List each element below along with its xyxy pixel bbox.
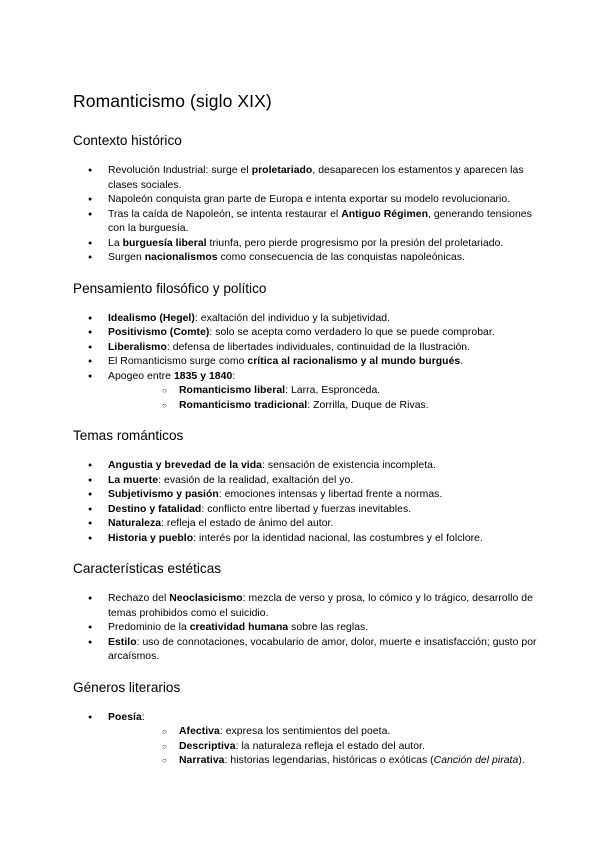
list-item xyxy=(73,341,543,356)
text-run: burguesía liberal xyxy=(122,237,207,249)
list-item xyxy=(73,621,543,636)
text-run: 1835 y 1840 xyxy=(173,370,233,382)
text-run: : emociones intensas y libertad frente a normas. xyxy=(218,489,443,500)
text-run: Canción del pirata xyxy=(433,755,519,766)
list-item xyxy=(73,636,543,665)
text-run: : conflicto entre libertad y fuerzas inevitables. xyxy=(201,503,412,515)
text-run: : refleja el estado de ánimo del autor. xyxy=(161,518,334,529)
text-run: , desaparecen los estamentos y aparecen las clases sociales. xyxy=(108,165,524,191)
text-run: sobre las reglas. xyxy=(288,622,369,633)
list-item xyxy=(73,326,543,341)
list-item xyxy=(73,474,543,489)
text-run: Surgen xyxy=(108,252,145,263)
section xyxy=(73,679,543,769)
text-run: La xyxy=(108,237,123,249)
list-item xyxy=(73,251,543,266)
section-heading: Pensamiento filosófico y político xyxy=(73,280,267,296)
section xyxy=(73,427,543,546)
text-run: : la naturaleza refleja el estado del autor. xyxy=(235,740,425,752)
bullet-list xyxy=(73,459,543,546)
text-run: crítica al racionalismo y al mundo burgués xyxy=(247,356,461,367)
text-run: Subjetivismo y pasión xyxy=(108,489,219,500)
text-run: Liberalismo xyxy=(108,341,167,353)
section xyxy=(73,132,543,266)
bullet-list xyxy=(73,711,543,769)
text-run: Poesía xyxy=(108,711,142,723)
list-item xyxy=(73,488,543,503)
sub-list-item xyxy=(143,384,543,399)
section xyxy=(73,280,543,414)
list-item xyxy=(73,503,543,518)
text-run: . xyxy=(460,356,464,367)
text-run: Revolución Industrial: surge el xyxy=(108,165,252,176)
text-run: : solo se acepta como verdadero lo que se puede comprobar. xyxy=(209,327,495,338)
sub-bullet-list xyxy=(108,384,543,413)
text-run: triunfa, pero pierde progresismo por la presión del proletariado. xyxy=(206,237,504,249)
text-run: Angustia y brevedad de la vida xyxy=(108,460,262,471)
sub-list-item xyxy=(143,725,543,740)
bullet-list xyxy=(73,312,543,414)
list-item xyxy=(73,164,543,193)
text-run: como consecuencia de las conquistas napoleónicas. xyxy=(217,252,466,263)
list-item xyxy=(73,370,543,414)
text-run: Naturaleza xyxy=(108,518,162,529)
text-run: Romanticismo tradicional xyxy=(179,399,308,411)
text-run: Destino y fatalidad xyxy=(108,503,202,515)
text-run: ). xyxy=(518,755,525,766)
sections-container xyxy=(73,132,543,769)
section-heading: Temas románticos xyxy=(73,428,184,443)
text-run: : sensación de existencia incompleta. xyxy=(261,460,436,471)
text-run: : expresa los sentimientos del poeta. xyxy=(219,726,391,737)
text-run: : Larra, Espronceda. xyxy=(285,385,381,396)
text-run: Idealismo (Hegel) xyxy=(108,312,195,324)
text-run: : evasión de la realidad, exaltación del yo. xyxy=(158,474,354,486)
text-run: Apogeo entre xyxy=(108,370,174,382)
list-item xyxy=(73,312,543,327)
list-item xyxy=(73,517,543,532)
text-run: : xyxy=(232,370,236,382)
text-run: Descriptiva xyxy=(179,740,236,752)
text-run: : Zorrilla, Duque de Rivas. xyxy=(307,399,429,411)
sub-list-item xyxy=(143,740,543,755)
text-run: Historia y pueblo xyxy=(108,532,194,544)
list-item xyxy=(73,237,543,252)
text-run: Napoleón conquista gran parte de Europa e intenta exportar su modelo revolucionario. xyxy=(108,194,511,205)
text-run: : mezcla de verso y prosa, lo cómico y lo trágico, desarrollo de temas prohibidos como el suicidio. xyxy=(108,593,533,619)
document-title: Romanticismo (siglo XIX) xyxy=(73,91,272,111)
list-item xyxy=(73,459,543,474)
text-run: Antiguo Régimen xyxy=(341,208,428,220)
text-run: proletariado xyxy=(251,165,313,176)
text-run: Estilo xyxy=(108,636,137,648)
text-run: La muerte xyxy=(108,474,159,486)
bullet-list xyxy=(73,592,543,665)
section-heading: Géneros literarios xyxy=(73,679,181,695)
text-run: Neoclasicismo xyxy=(169,593,243,604)
text-run: Positivismo (Comte) xyxy=(108,327,210,338)
sub-list-item xyxy=(143,399,543,414)
section xyxy=(73,560,543,665)
text-run: : interés por la identidad nacional, las costumbres y el folclore. xyxy=(193,532,483,544)
section-heading: Contexto histórico xyxy=(73,133,182,148)
text-run: Afectiva xyxy=(179,726,220,737)
bullet-list xyxy=(73,164,543,266)
text-run: : defensa de libertades individuales, continuidad de la Ilustración. xyxy=(166,341,471,353)
text-run: : historias legendarias, históricas o exóticas ( xyxy=(224,755,434,766)
list-item xyxy=(73,532,543,547)
text-run: , generando tensiones con la burguesía. xyxy=(108,208,532,234)
text-run: : xyxy=(141,711,145,723)
document-body xyxy=(73,90,543,783)
list-item xyxy=(73,193,543,208)
text-run: El Romanticismo surge como xyxy=(108,356,248,367)
text-run: nacionalismos xyxy=(144,252,218,263)
list-item xyxy=(73,592,543,621)
sub-bullet-list xyxy=(108,725,543,769)
text-run: creatividad humana xyxy=(189,622,289,633)
text-run: Narrativa xyxy=(179,755,225,766)
list-item xyxy=(73,208,543,237)
text-run: Predominio de la xyxy=(108,622,190,633)
list-item xyxy=(73,711,543,769)
text-run: Tras la caída de Napoleón, se intenta restaurar el xyxy=(108,208,342,220)
text-run: Romanticismo liberal xyxy=(179,385,286,396)
sub-list-item xyxy=(143,754,543,769)
section-heading: Características estéticas xyxy=(73,561,222,576)
list-item xyxy=(73,355,543,370)
text-run: : uso de connotaciones, vocabulario de amor, dolor, muerte e insatisfacción; gusto por arcaísmos. xyxy=(108,636,537,662)
text-run: : exaltación del individuo y la subjetividad. xyxy=(194,312,391,324)
text-run: Rechazo del xyxy=(108,593,170,604)
